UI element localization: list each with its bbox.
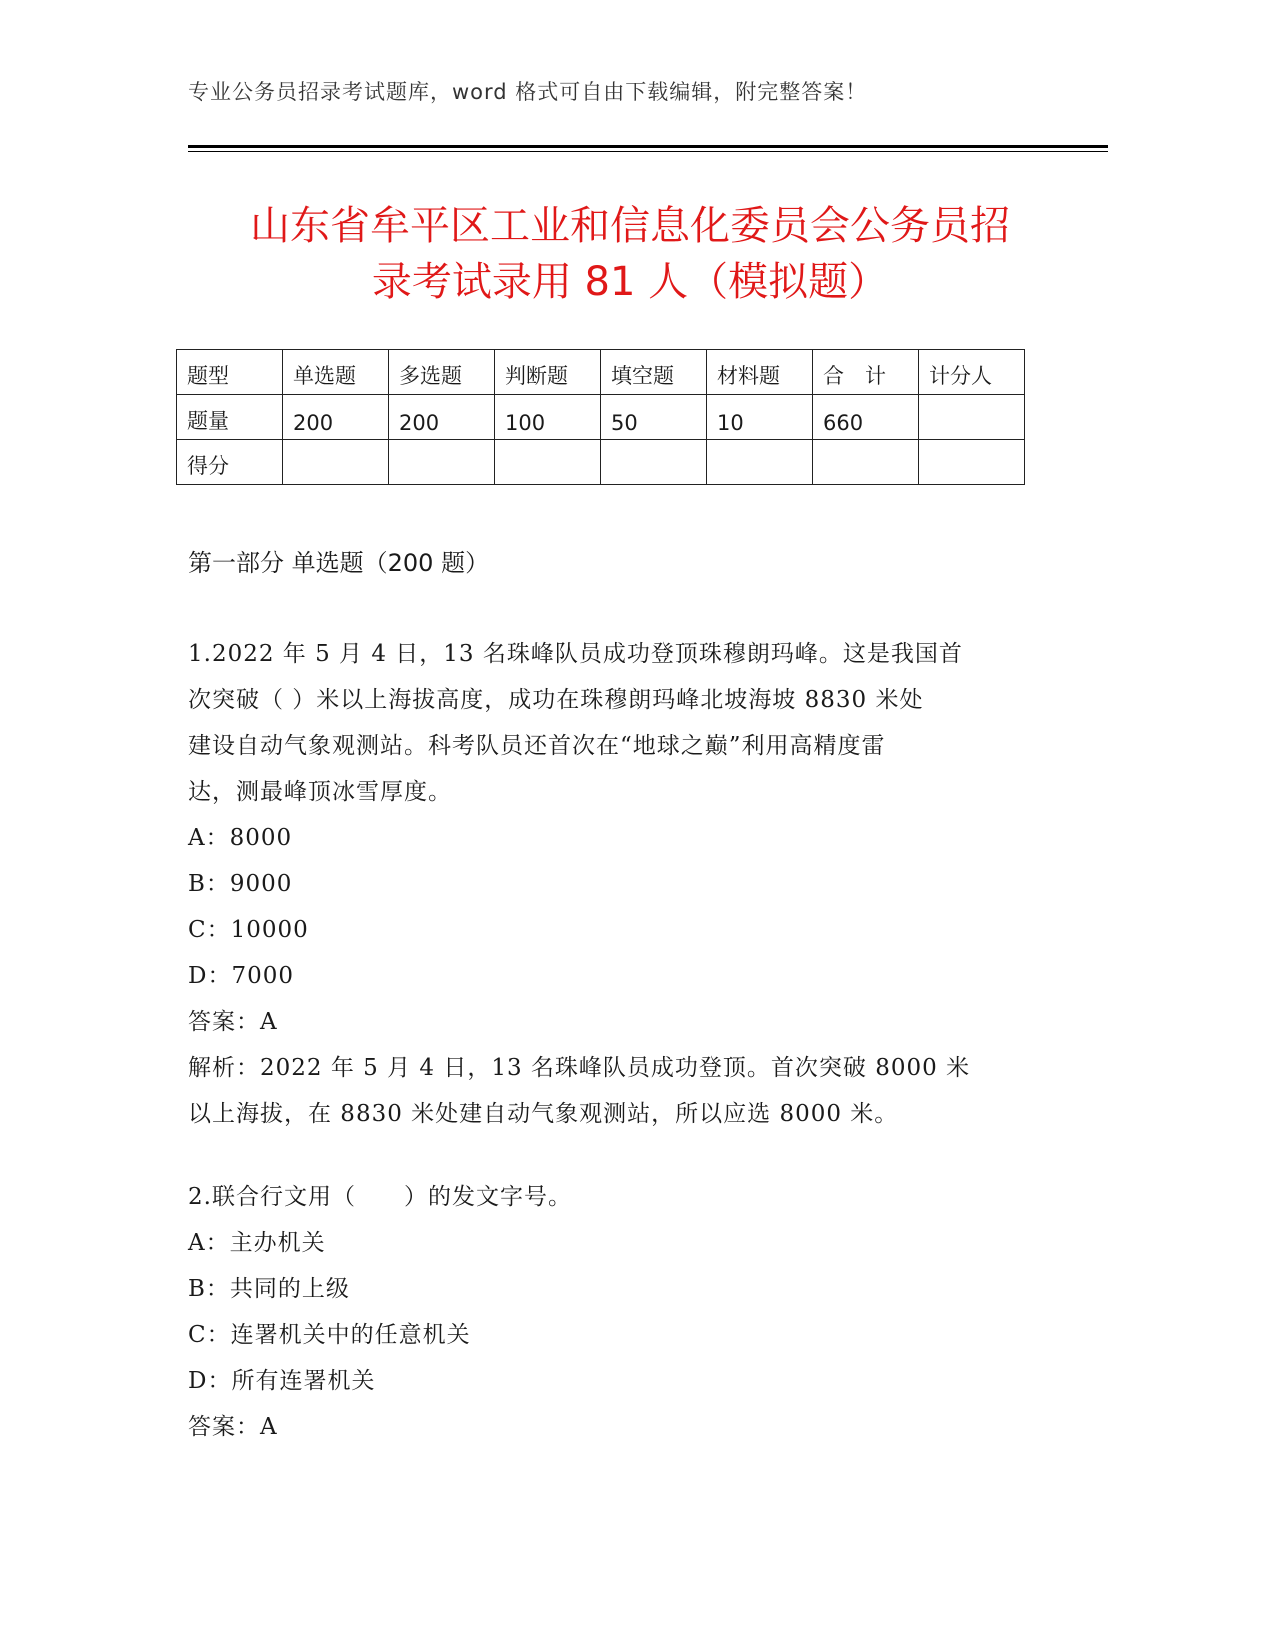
header-rule-thin xyxy=(188,151,1108,152)
table-cell: 200 xyxy=(283,395,389,440)
answer-line xyxy=(188,1404,1068,1450)
table-cell xyxy=(389,440,495,485)
option-a: A：8000 xyxy=(188,825,293,851)
title-line-1: 山东省牟平区工业和信息化委员会公务员招 xyxy=(250,203,1010,249)
table-cell xyxy=(919,440,1025,485)
table-cell: 200 xyxy=(389,395,495,440)
option-c: C：连署机关中的任意机关 xyxy=(188,1322,471,1348)
analysis-line xyxy=(188,1045,1068,1091)
question-1 xyxy=(188,631,1068,1137)
header-note: 专业公务员招录考试题库，word 格式可自由下载编辑，附完整答案！ xyxy=(188,80,868,104)
question-stem-line: 达，测最峰顶冰雪厚度。 xyxy=(188,779,452,805)
table-header-row xyxy=(177,350,1025,395)
question-stem-line: 1.2022 年 5 月 4 日，13 名珠峰队员成功登顶珠穆朗玛峰。这是我国首 xyxy=(188,641,963,667)
question-2 xyxy=(188,1174,1068,1450)
option-d: D：7000 xyxy=(188,963,294,989)
table-cell: 填空题 xyxy=(601,350,707,395)
option-a: A：主办机关 xyxy=(188,1230,326,1256)
document-title xyxy=(180,198,1080,310)
question-stem-line: 2.联合行文用（ ）的发文字号。 xyxy=(188,1184,572,1210)
analysis-label: 解析： xyxy=(188,1055,260,1081)
table-cell: 判断题 xyxy=(495,350,601,395)
answer-label: 答案： xyxy=(188,1414,260,1440)
table-cell: 660 xyxy=(813,395,919,440)
table-cell: 计分人 xyxy=(919,350,1025,395)
option-b: B：共同的上级 xyxy=(188,1276,350,1302)
option-d: D：所有连署机关 xyxy=(188,1368,376,1394)
title-line-2: 录考试录用 81 人（模拟题） xyxy=(371,259,889,305)
table-cell xyxy=(495,440,601,485)
analysis-text: 2022 年 5 月 4 日，13 名珠峰队员成功登顶。首次突破 8000 米 xyxy=(260,1055,971,1081)
table-cell: 10 xyxy=(707,395,813,440)
question-stem-line: 建设自动气象观测站。科考队员还首次在“地球之巅”利用高精度雷 xyxy=(188,733,886,759)
table-row-score xyxy=(177,440,1025,485)
table-cell: 得分 xyxy=(177,440,283,485)
table-cell: 题型 xyxy=(177,350,283,395)
table-cell xyxy=(813,440,919,485)
table-row-count xyxy=(177,395,1025,440)
table-cell: 单选题 xyxy=(283,350,389,395)
answer-label: 答案： xyxy=(188,1009,260,1035)
answer-line xyxy=(188,999,1068,1045)
answer-value: A xyxy=(260,1414,278,1440)
option-c: C：10000 xyxy=(188,917,309,943)
table-cell xyxy=(707,440,813,485)
table-cell: 题量 xyxy=(177,395,283,440)
table-cell: 50 xyxy=(601,395,707,440)
table-cell: 100 xyxy=(495,395,601,440)
option-b: B：9000 xyxy=(188,871,293,897)
table-cell: 材料题 xyxy=(707,350,813,395)
table-cell: 合 计 xyxy=(813,350,919,395)
question-stem-line: 次突破（ ）米以上海拔高度，成功在珠穆朗玛峰北坡海坡 8830 米处 xyxy=(188,687,924,713)
table-cell xyxy=(919,395,1025,440)
table-cell xyxy=(601,440,707,485)
score-table xyxy=(176,349,1025,485)
table-cell xyxy=(283,440,389,485)
section-title: 第一部分 单选题（200 题） xyxy=(188,549,490,577)
analysis-line: 以上海拔，在 8830 米处建自动气象观测站，所以应选 8000 米。 xyxy=(188,1101,899,1127)
table-cell: 多选题 xyxy=(389,350,495,395)
header-rule-thick xyxy=(188,145,1108,148)
answer-value: A xyxy=(260,1009,278,1035)
